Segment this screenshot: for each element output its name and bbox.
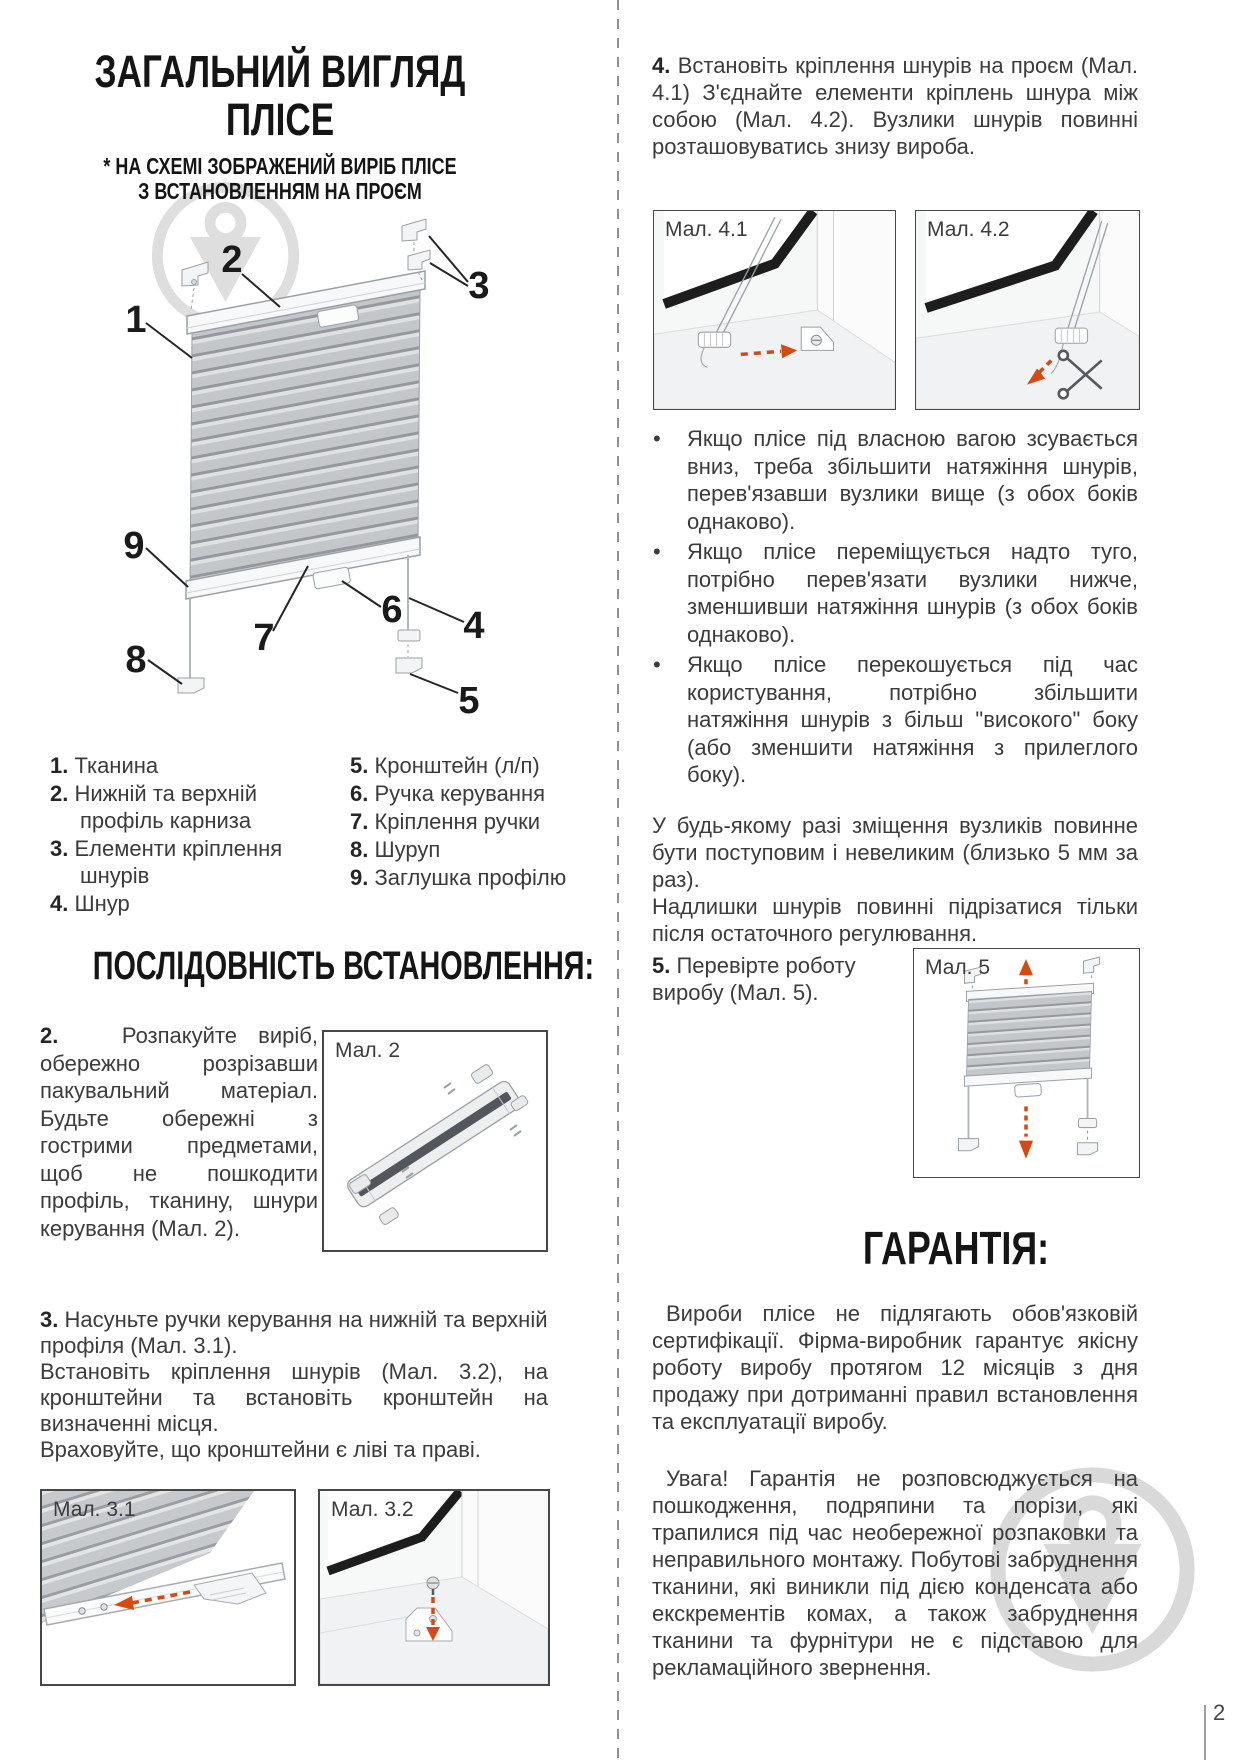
pleated-fabric [190, 290, 420, 585]
bullet-icon: • [653, 539, 661, 564]
figure-5-label: Мал. 5 [925, 956, 991, 979]
page-number: 2 [1213, 1700, 1226, 1725]
callout-8: 8 [125, 639, 147, 681]
red-arrow-down-icon [1019, 1106, 1033, 1158]
legend-item: 7. Кріплення ручки [350, 809, 541, 834]
figure-4-1-label: Мал. 4.1 [665, 218, 748, 241]
figure-4-2 [915, 210, 1140, 410]
list-item: • Якщо плісе під власною вагою зсувається вниз, треба збільшити натяжіння шнурів, перев'язавши вузлики вище (з обох боків однаково). [653, 426, 1138, 534]
step-3-text: 3. Насуньте ручки керування на нижній та верхній профіля (Мал. 3.1). Встановіть кріплення шнурів (Мал. 3.2), на кронштейни та встановіть кронштейн на визначенні місця. Враховуйте, що кронштейни є ліві та праві. [40, 1307, 548, 1462]
column-divider [617, 0, 619, 1760]
legend-item: 6. Ручка керування [350, 781, 546, 806]
callout-9: 9 [123, 525, 145, 567]
figure-2 [322, 1030, 548, 1252]
callout-3: 3 [468, 265, 490, 307]
figure-3-2 [318, 1489, 550, 1686]
adjustment-note: У будь-якому разі зміщення вузликів повинне бути поступовим і невеликим (близько 5 мм за раз). Надлишки шнурів повинні підрізатися тільки після остаточного регулювання. [652, 813, 1138, 946]
legend-item: 4. Шнур [50, 891, 130, 916]
figure-2-label: Мал. 2 [335, 1039, 401, 1062]
legend-col1 [50, 752, 300, 918]
legend-item: 9. Заглушка профілю [350, 865, 567, 890]
page-number-rule [1204, 1705, 1206, 1760]
figure-3-1 [40, 1489, 296, 1686]
legend-item: 2. Нижній та верхній профіль карниза [50, 781, 257, 833]
warranty-paragraph-1: Вироби плісе не підлягають обов'язковій сертифікації. Фірма-виробник гарантує якісну роботу виробу протягом 12 місяців з дня продажу при дотриманні правил встановлення та експлуатації виробу. [652, 1301, 1138, 1434]
step-5-text: 5. Перевірте роботу виробу (Мал. 5). [652, 953, 856, 1005]
figure-5 [913, 948, 1140, 1178]
legend-item: 1. Тканина [50, 753, 159, 778]
callout-1: 1 [125, 299, 147, 341]
operation-check-illustration [914, 949, 1139, 1177]
warranty-paragraph-2: Увага! Гарантія не розповсюджується на пошкодження, подряпини та порізи, які трапилися під час необережної розпаковки та неправильного монтажу. Побутові забруднення тканини, які виникли під дією конденсата або екскрементів комах, а також забруднення тканини та фурнітури не є підставою для рекламаційного звернення. [652, 1466, 1138, 1680]
bullet-icon: • [653, 426, 661, 451]
bullet-icon: • [653, 652, 661, 677]
figure-3-2-label: Мал. 3.2 [331, 1498, 414, 1521]
step-2-text: 2. Розпакуйте виріб, обережно розрізавши пакувальний матеріал. Будьте обережні з гострими предметами, щоб не пошкодити профіль, тканину, шнури керування (Мал. 2). [40, 1023, 318, 1241]
list-item: • Якщо плісе перекошується під час користування, потрібно збільшити натяжіння шнурів з більш "високого" боку (або зменшити натяжіння з прилеглого боку). [653, 652, 1138, 787]
callout-2: 2 [221, 239, 243, 281]
packed-blind-illustration [324, 1032, 546, 1250]
figure-4-2-label: Мал. 4.2 [927, 218, 1010, 241]
figure-4-1 [653, 210, 896, 410]
legend-col2 [350, 752, 570, 892]
callout-6: 6 [381, 589, 403, 631]
section-heading-warranty: ГАРАНТІЯ: [862, 1222, 1050, 1274]
adjustment-tips-list [653, 425, 1138, 792]
legend-item: 8. Шуруп [350, 837, 441, 862]
list-item: • Якщо плісе переміщується надто туго, потрібно перев'язати вузлики нижче, зменшивши натяжіння шнурів (з обох боків однаково). [653, 539, 1138, 647]
blind-overview-diagram [70, 210, 520, 720]
legend-item: 3. Елементи кріплення шнурів [50, 836, 283, 888]
legend-item: 5. Кронштейн (л/п) [350, 753, 540, 778]
callout-4: 4 [463, 605, 485, 647]
step-4-text: 4. Встановіть кріплення шнурів на проєм (Мал. 4.1) З'єднайте елементи кріплень шнура між собою (Мал. 4.2). Вузлики шнурів повинні розташовуватись знизу вироба. [652, 53, 1138, 159]
page-title: ЗАГАЛЬНИЙ ВИГЛЯД ПЛІСЕ [94, 46, 466, 145]
page-subtitle: * НА СХЕМІ ЗОБРАЖЕНИЙ ВИРІБ ПЛІСЕ З ВСТАНОВЛЕННЯМ НА ПРОЄМ [103, 153, 457, 204]
callout-5: 5 [458, 680, 480, 720]
figure-3-1-label: Мал. 3.1 [53, 1498, 136, 1521]
section-heading-installation: ПОСЛІДОВНІСТЬ ВСТАНОВЛЕННЯ: [92, 944, 595, 988]
callout-7: 7 [253, 617, 275, 659]
